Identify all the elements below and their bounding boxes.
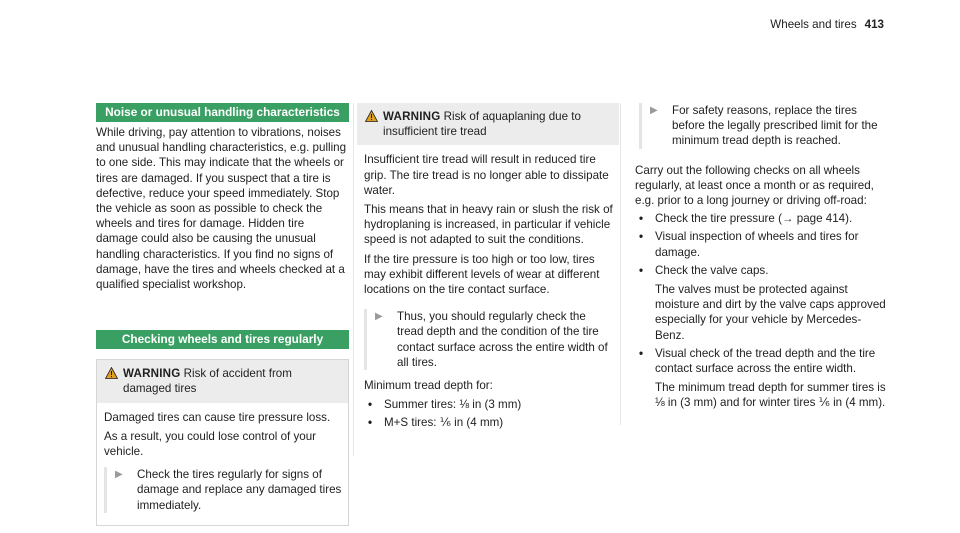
column-divider bbox=[620, 103, 621, 425]
warning-triangle-icon bbox=[365, 109, 383, 139]
warning-body bbox=[357, 145, 619, 441]
warning-header bbox=[97, 360, 348, 402]
warning-text-2: As a result, you could lose control of your vehicle. bbox=[104, 429, 317, 459]
action-text: Thus, you should regularly check the tread depth and the condition of the tire contact surface across the entire width of all tires. bbox=[397, 310, 608, 369]
action-text: For safety reasons, replace the tires before the legally prescribed limit for the minimum tread depth is reached. bbox=[672, 104, 878, 148]
warning-text-1: Insufficient tire tread will result in reduced tire grip. The tire tread is no longer able to dissipate water. bbox=[364, 153, 609, 197]
list-item: • Visual inspection of wheels and tires for damage. bbox=[639, 230, 859, 259]
section-title: Wheels and tires bbox=[770, 18, 857, 31]
arrow-icon: ▶ bbox=[650, 105, 658, 116]
arrow-icon: ▶ bbox=[375, 311, 383, 323]
warning-triangle-icon bbox=[105, 366, 123, 396]
list-item: • Check the tire pressure (→ page 414). bbox=[639, 212, 853, 226]
section-heading-checking: Checking wheels and tires regularly bbox=[96, 330, 349, 349]
warning-label: WARNING bbox=[123, 367, 181, 381]
action-step bbox=[639, 103, 889, 149]
list-item: • M+S tires: ⅙ in (4 mm) bbox=[368, 416, 504, 430]
list-item: • Check the valve caps. The valves must be protected against moisture and dirt by the valve caps approved especially for your vehicle by Mercedes-Benz. bbox=[639, 263, 886, 342]
warning-text-1: Damaged tires can cause tire pressure loss. bbox=[104, 410, 331, 424]
warning-title: Risk of accident from damaged tires bbox=[123, 367, 292, 396]
checks-list bbox=[635, 211, 889, 410]
warning-header bbox=[357, 103, 619, 145]
action-text: Check the tires regularly for signs of damage and replace any damaged tires immediately. bbox=[137, 468, 342, 512]
action-step bbox=[104, 467, 342, 513]
section-heading-noise: Noise or unusual handling characteristics bbox=[96, 103, 349, 122]
column-2 bbox=[357, 103, 619, 442]
warning-title: Risk of aquaplaning due to insufficient tire tread bbox=[383, 110, 581, 139]
page-header bbox=[770, 17, 884, 32]
column-3 bbox=[627, 103, 889, 414]
min-tread-label: Minimum tread depth for: bbox=[364, 379, 493, 393]
checks-intro: Carry out the following checks on all wheels regularly, at least once a month or as required, e.g. prior to a long journey or driving off-road: bbox=[635, 163, 874, 208]
warning-body bbox=[97, 403, 348, 525]
column-1 bbox=[96, 103, 349, 526]
action-step bbox=[364, 309, 613, 370]
warning-box-damaged-tires bbox=[96, 359, 349, 526]
arrow-icon: ▶ bbox=[115, 469, 123, 481]
warning-box-aquaplaning bbox=[357, 103, 619, 442]
warning-text-3: If the tire pressure is too high or too low, tires may exhibit different levels of wear at different locations on the tire contact surface. bbox=[364, 252, 600, 297]
noise-paragraph: While driving, pay attention to vibrations, noises and unusual handling characteristics, e.g. pulling to one side. This may indicate that the wheels or tires are damaged. If you suspect that a tire is defective, reduce your speed immediately. Stop the vehicle as soon as possible to check the wheels and tires for damage. Hidden tire damage could also be causing the unusual handling characteristics. If you find no signs of damage, have the tires and wheels checked at a qualified specialist workshop. bbox=[96, 126, 347, 292]
warning-label: WARNING bbox=[383, 110, 441, 123]
warning-text-2: This means that in heavy rain or slush the risk of hydroplaning is increased, in particular if vehicle speed is not adapted to suit the conditions. bbox=[364, 203, 613, 247]
page-number: 413 bbox=[864, 18, 884, 31]
list-item: • Visual check of the tread depth and the tire contact surface across the entire width. The minimum tread depth for summer tires is ⅛ in (3 mm) and for winter tires ⅙ in (4 mm). bbox=[639, 346, 886, 410]
tread-depth-list bbox=[364, 397, 613, 430]
column-divider bbox=[353, 103, 354, 456]
list-item: • Summer tires: ⅛ in (3 mm) bbox=[368, 398, 522, 412]
